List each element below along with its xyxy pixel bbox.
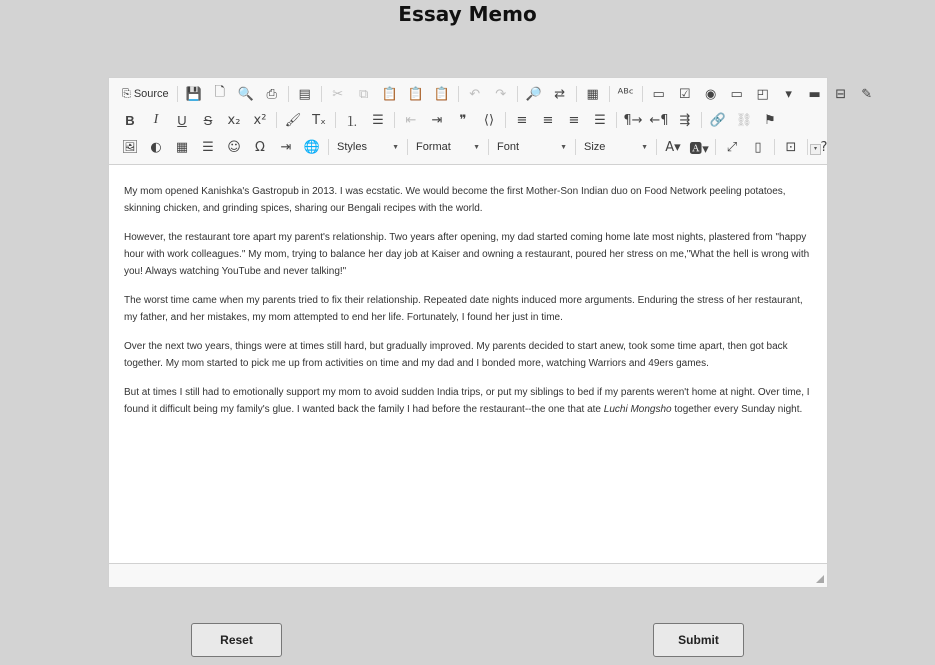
source-icon: ⎘ — [122, 87, 131, 100]
new-page-button[interactable] — [208, 83, 232, 105]
select-icon: ▾ — [785, 86, 792, 102]
redo-button[interactable] — [489, 83, 513, 105]
language-icon: ⇶ — [679, 112, 691, 128]
italic-icon: I — [153, 112, 159, 127]
align-left-button[interactable] — [510, 109, 534, 131]
smiley-icon: ☺ — [227, 139, 241, 155]
show-blocks-icon: ▯ — [754, 139, 762, 155]
show-blocks-button[interactable] — [746, 136, 770, 158]
div-button[interactable] — [477, 109, 501, 131]
save-button[interactable] — [182, 83, 206, 105]
chevron-down-icon: ▼ — [392, 143, 399, 151]
outdent-icon: ⇤ — [405, 112, 417, 128]
checkbox-icon: ☑ — [678, 86, 691, 102]
find-icon: 🔎 — [525, 86, 542, 102]
undo-icon: ↶ — [469, 86, 481, 102]
textarea-button[interactable] — [751, 83, 775, 105]
save-icon: 💾 — [185, 86, 202, 102]
toolbar-separator — [517, 86, 518, 102]
font-combo[interactable] — [493, 137, 571, 157]
source-button-label: Source — [133, 88, 169, 100]
paragraph-4: Over the next two years, things were at times still hard, but gradually improved. My parents decided to start anew, took some time apart, then got back together. My mom started to pick me up from activities on time and my dad and I bonded more, watching Warriors and 49ers games. — [124, 341, 788, 369]
paragraph-2: However, the restaurant tore apart my parent's relationship. Two years after opening, my dad started coming home late most nights, plastered from "happy hour with work colleagues." My mom, trying to balance her day job at Kaiser and owning a restaurant, poured her stress on me,"What the hell is wrong with you! Always watching YouTube and never talking!" — [124, 232, 810, 277]
ltr-button[interactable] — [621, 109, 645, 131]
toolbar-separator — [715, 139, 716, 155]
align-left-icon: ≡ — [516, 112, 528, 128]
subscript-button[interactable] — [222, 109, 246, 131]
select-all-button[interactable] — [581, 83, 605, 105]
input-button[interactable] — [803, 83, 827, 105]
text-field-icon: ▭ — [730, 86, 743, 102]
replace-icon: ⇄ — [554, 86, 566, 102]
maximize-icon: ⤢ — [726, 139, 738, 155]
toolbar-separator — [288, 86, 289, 102]
smiley-button[interactable] — [222, 136, 246, 158]
horizontal-line-button[interactable] — [196, 136, 220, 158]
align-center-button[interactable] — [536, 109, 560, 131]
toolbar-separator — [394, 112, 395, 128]
toolbar-separator — [328, 139, 329, 155]
outdent-button[interactable] — [399, 109, 423, 131]
toolbar-separator — [609, 86, 610, 102]
toolbar-separator — [321, 86, 322, 102]
language-button[interactable] — [673, 109, 697, 131]
paste-word-icon: 📋 — [433, 86, 450, 102]
remove-format-icon: Tₓ — [312, 112, 326, 128]
chevron-down-icon: ▼ — [473, 143, 480, 151]
editor-content-area[interactable] — [109, 165, 827, 563]
paragraph-3: The worst time came when my parents tried to fix their relationship. Repeated date nights induced more arguments. Enduring the stress of her restaurant, my father, and her mistakes, my mom attempted to end her life. Fortunately, I found her just in time. — [124, 295, 803, 323]
copy-button[interactable] — [352, 83, 376, 105]
preview-button[interactable] — [234, 83, 258, 105]
new-page-icon: 🗋 — [214, 85, 225, 100]
image-button-button[interactable] — [829, 83, 853, 105]
toolbar-separator — [177, 86, 178, 102]
toolbar-separator — [458, 86, 459, 102]
strikethrough-icon: S — [203, 112, 213, 128]
unlink-button[interactable] — [732, 109, 756, 131]
format-combo[interactable] — [412, 137, 484, 157]
paragraph-5-text-start: But at times I still had to emotionally support my mom to avoid sudden India trips, or put my siblings to bed if my parents weren't home at night. Over time, I found it difficult being my family's glue. I wanted back the family I had before the restaurant--the one that ate — [124, 387, 810, 415]
checkbox-button[interactable] — [673, 83, 697, 105]
collapse-toolbar-button[interactable]: ▾ — [810, 144, 821, 155]
paste-button[interactable] — [378, 83, 402, 105]
paragraph-5-text-end: together every Sunday night. — [671, 404, 803, 415]
toolbar-separator — [335, 112, 336, 128]
toolbar-separator — [575, 139, 576, 155]
paste-word-button[interactable] — [430, 83, 454, 105]
iframe-button[interactable] — [300, 136, 324, 158]
toolbar-row-2 — [117, 108, 783, 132]
link-icon: 🔗 — [709, 112, 727, 128]
cut-icon: ✂ — [332, 86, 344, 102]
submit-button[interactable]: Submit — [653, 623, 744, 657]
toolbar-separator — [488, 139, 489, 155]
templates-button[interactable] — [293, 83, 317, 105]
redo-icon: ↷ — [495, 86, 507, 102]
rtl-button[interactable] — [647, 109, 671, 131]
justify-button[interactable] — [588, 109, 612, 131]
subscript-icon: x₂ — [227, 112, 241, 128]
flash-button[interactable] — [144, 136, 168, 158]
image-button-icon: ⊟ — [835, 86, 847, 102]
rich-text-editor — [108, 77, 873, 588]
toolbar-row-3 — [117, 135, 837, 159]
horizontal-line-icon: ☰ — [202, 139, 214, 155]
find-button[interactable] — [522, 83, 546, 105]
toolbar-separator — [701, 112, 702, 128]
button-icon: ▬ — [808, 86, 821, 102]
paragraph-1: My mom opened Kanishka's Gastropub in 2013. I was ecstatic. We would become the first Mother-Son Indian duo on Food Network peeling potatoes, skinning chicken, and grinding spices, sharing our Bengali recipes with the world. — [124, 186, 786, 214]
size-combo-label: Size — [584, 141, 606, 153]
toolbar-separator — [656, 139, 657, 155]
bg-color-button[interactable] — [687, 136, 711, 158]
select-all-icon: ▦ — [586, 86, 599, 102]
editor-toolbar — [109, 78, 873, 165]
quote-icon: ❞ — [459, 112, 467, 128]
about-icon: ⊡ — [785, 139, 797, 155]
rtl-icon: ←¶ — [649, 112, 669, 128]
page-title: Essay Memo — [398, 2, 537, 26]
superscript-button[interactable] — [248, 109, 272, 131]
special-char-button[interactable] — [248, 136, 272, 158]
reset-button[interactable]: Reset — [191, 623, 282, 657]
undo-button[interactable] — [463, 83, 487, 105]
copy-format-button[interactable] — [281, 109, 305, 131]
table-button[interactable] — [170, 136, 194, 158]
align-right-icon: ≡ — [568, 112, 580, 128]
text-field-button[interactable] — [725, 83, 749, 105]
help-icon: ? — [820, 139, 828, 155]
replace-button[interactable] — [548, 83, 572, 105]
spellcheck-icon: ᴬᴮᶜ — [617, 86, 634, 102]
toolbar-separator — [807, 139, 808, 155]
flag-icon: ⚑ — [764, 112, 776, 128]
page-break-button[interactable] — [274, 136, 298, 158]
cut-button[interactable] — [326, 83, 350, 105]
styles-combo-label: Styles — [337, 141, 367, 153]
italic-button[interactable] — [144, 109, 168, 131]
strike-button[interactable] — [196, 109, 220, 131]
hidden-field-button[interactable] — [855, 83, 879, 105]
text-color-button[interactable] — [661, 136, 685, 158]
image-button[interactable] — [118, 136, 142, 158]
paragraph-5-italic-text: Luchi Mongsho — [603, 404, 672, 415]
print-button[interactable] — [260, 83, 284, 105]
flash-icon: ◐ — [150, 139, 162, 155]
bold-icon: B — [125, 112, 135, 128]
size-combo[interactable] — [580, 137, 652, 157]
underline-button[interactable] — [170, 109, 194, 131]
radio-icon: ◉ — [705, 86, 717, 102]
bold-button[interactable] — [118, 109, 142, 131]
page-break-icon: ⇥ — [280, 139, 292, 155]
bulleted-list-icon: ☰ — [372, 112, 384, 128]
paragraph-5 — [124, 384, 812, 418]
styles-combo[interactable] — [333, 137, 403, 157]
maximize-button[interactable] — [720, 136, 744, 158]
globe-icon: 🌐 — [303, 139, 321, 155]
bulleted-list-button[interactable] — [366, 109, 390, 131]
hidden-field-icon: ✎ — [861, 86, 873, 102]
form-button[interactable] — [647, 83, 671, 105]
table-icon: ▦ — [175, 139, 189, 155]
print-icon: ⎙ — [266, 86, 277, 102]
preview-icon: 🔍 — [237, 86, 254, 102]
toolbar-separator — [276, 112, 277, 128]
paste-text-button[interactable] — [404, 83, 428, 105]
anchor-button[interactable] — [758, 109, 782, 131]
toolbar-separator — [642, 86, 643, 102]
paste-icon: 📋 — [381, 86, 398, 102]
div-icon: ⟨⟩ — [483, 112, 495, 128]
toolbar-separator — [774, 139, 775, 155]
superscript-icon: x² — [253, 112, 267, 128]
align-right-button[interactable] — [562, 109, 586, 131]
format-combo-label: Format — [416, 141, 451, 153]
resize-grip-icon[interactable] — [816, 575, 824, 583]
chevron-down-icon: ▼ — [641, 143, 648, 151]
remove-format-button[interactable] — [307, 109, 331, 131]
about-cke-button[interactable] — [779, 136, 803, 158]
underline-icon: U — [177, 112, 187, 128]
numbered-list-button[interactable] — [340, 109, 364, 131]
toolbar-row-1 — [117, 82, 880, 106]
radio-button[interactable] — [699, 83, 723, 105]
paste-text-icon: 📋 — [407, 86, 424, 102]
editor-statusbar — [109, 563, 827, 587]
toolbar-separator — [576, 86, 577, 102]
omega-icon: Ω — [255, 139, 265, 155]
unlink-icon: ⛓ — [735, 112, 753, 128]
chevron-down-icon: ▼ — [560, 143, 567, 151]
align-center-icon: ≡ — [542, 112, 554, 128]
toolbar-separator — [616, 112, 617, 128]
toolbar-separator — [505, 112, 506, 128]
source-button[interactable] — [118, 83, 173, 105]
blockquote-button[interactable] — [451, 109, 475, 131]
spellcheck-button[interactable] — [614, 83, 638, 105]
brush-icon: 🖌 — [284, 112, 302, 128]
copy-icon: ⧉ — [359, 86, 369, 102]
textarea-icon: ◰ — [756, 86, 769, 102]
select-button[interactable] — [777, 83, 801, 105]
bg-color-icon: 🅰▾ — [689, 141, 709, 157]
indent-button[interactable] — [425, 109, 449, 131]
templates-icon: ▤ — [298, 86, 311, 102]
numbered-list-icon: ⒈ — [345, 114, 359, 130]
font-combo-label: Font — [497, 141, 520, 153]
image-icon: 🖼 — [121, 139, 139, 155]
ltr-icon: ¶→ — [623, 112, 643, 128]
justify-icon: ☰ — [594, 112, 606, 128]
indent-icon: ⇥ — [431, 112, 443, 128]
link-button[interactable] — [706, 109, 730, 131]
form-icon: ▭ — [652, 86, 665, 102]
toolbar-separator — [407, 139, 408, 155]
text-color-icon: A▾ — [665, 139, 681, 155]
